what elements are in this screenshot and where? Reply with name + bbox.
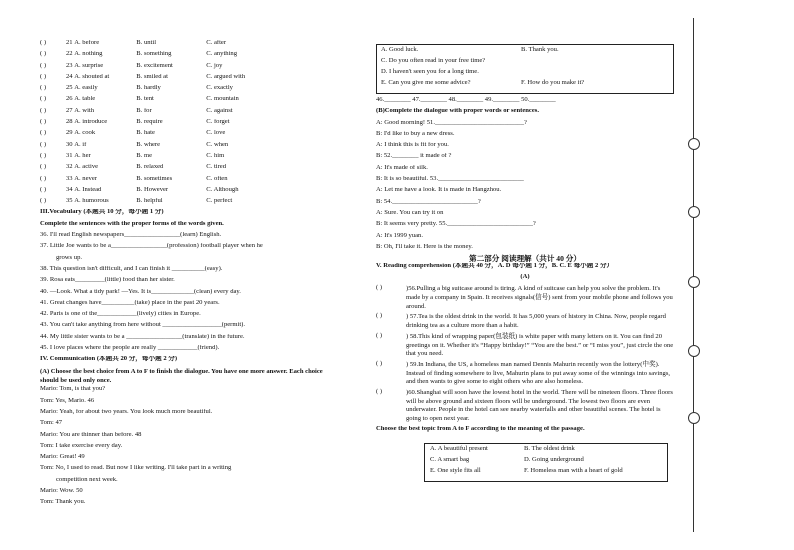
cloze-number: 22 xyxy=(66,51,73,58)
option-b: B. something xyxy=(136,51,172,58)
partB-line: A: Good morning! 51.___________________________? xyxy=(376,119,527,126)
topic-right: F. Homeless man with a heart of gold xyxy=(524,467,623,475)
option-row xyxy=(381,80,669,91)
option-a: A. before xyxy=(74,40,100,46)
reading-text xyxy=(406,313,674,330)
option-c: C. when xyxy=(206,141,229,148)
topic-left: E. One style fits all xyxy=(430,467,481,475)
cloze-paren: ( ) xyxy=(40,164,47,171)
option-c: C. anything xyxy=(206,51,238,58)
cloze-paren: ( ) xyxy=(40,141,47,148)
option-b: B. sometimes xyxy=(136,175,173,182)
cloze-row xyxy=(40,51,330,62)
reading-items xyxy=(376,285,674,424)
option-b: B. until xyxy=(136,40,157,46)
partB-line: A: I think this is fit for you. xyxy=(376,142,449,149)
option-a: A. easily xyxy=(74,85,98,92)
comm-partA-instruction: (A) Choose the best choice from A to F to finish the dialogue. You have one more answer. Each choice should be used only once. xyxy=(40,367,323,384)
option-a: A. her xyxy=(74,152,91,159)
binding-hole xyxy=(688,138,700,150)
binding-hole xyxy=(688,345,700,357)
reading-item xyxy=(376,361,674,387)
option-c: C. forget xyxy=(206,119,230,126)
option-a: A. cook xyxy=(74,130,96,137)
cloze-number: 30 xyxy=(66,141,73,148)
dialogue-line: Tom: 47 xyxy=(40,420,63,427)
cloze-row xyxy=(40,85,330,96)
dialogue-line: Tom: I take exercise every day. xyxy=(40,442,123,449)
partB-line: A: Let me have a look. It is made in Hangzhou. xyxy=(376,187,502,194)
right-column xyxy=(376,44,674,482)
cloze-row xyxy=(40,119,330,130)
option-b: B. tent xyxy=(136,96,154,103)
reading-body: This kind of wrapping paper(包装纸) is white paper with many letters on it. You can find 20 greetings on it. Whether it's “Happy birthday!” “You are the best.” or “I miss you”, just circle the one that you need. xyxy=(406,332,674,358)
comm-title: IV. Communication (本题共 20 分，每小题 2 分) xyxy=(40,356,178,363)
option-a: A. active xyxy=(74,164,99,171)
option-c: C. often xyxy=(206,175,228,182)
option-c: C. him xyxy=(206,152,225,159)
partB-line: B: It seems very pretty. 55.__________________________? xyxy=(376,221,536,228)
vocab-item: 40. —Look. What a tidy park! —Yes. It is_____________(clean) every day. xyxy=(40,288,241,295)
cloze-paren: ( ) xyxy=(40,186,47,193)
cloze-row xyxy=(40,153,330,164)
cloze-number: 21 xyxy=(66,40,73,46)
partB-title: (B)Complete the dialogue with proper words or sentences. xyxy=(376,108,540,115)
topic-row xyxy=(430,468,662,479)
reading-choose: Choose the best topic from A to F according to the meaning of the passage. xyxy=(376,425,585,432)
cloze-number: 24 xyxy=(66,73,73,80)
option-b: B. me xyxy=(136,152,153,159)
vocab-instruction: Complete the sentences with the proper forms of the words given. xyxy=(40,220,224,227)
cloze-paren: ( ) xyxy=(40,119,47,126)
cloze-number: 28 xyxy=(66,119,73,126)
reading-paren: ( ) xyxy=(376,284,383,292)
topic-left: C. A smart bag xyxy=(430,456,470,464)
cloze-paren: ( ) xyxy=(40,175,47,182)
cloze-number: 27 xyxy=(66,107,73,114)
option-a: A. Instead xyxy=(74,186,102,193)
dialogue-line: Tom: No, I used to read. But now I like writing. I'll take part in a writing xyxy=(40,465,232,472)
vocab-item: 44. My little sister wants to be a _________________(translate) in the future. xyxy=(40,333,245,340)
partB-line: B: It is so beautiful. 53.__________________________ xyxy=(376,176,524,183)
option-left: A. Good luck. xyxy=(381,46,419,53)
option-c: C. joy xyxy=(206,62,223,69)
cloze-row xyxy=(40,63,330,74)
cloze-number: 26 xyxy=(66,96,73,103)
reading-paren: ( ) xyxy=(376,388,383,396)
cloze-number: 35 xyxy=(66,198,73,205)
cloze-paren: ( ) xyxy=(40,152,47,159)
dialogue-line: Tom: Yes, Mario. 46 xyxy=(40,397,95,404)
option-b: B. helpful xyxy=(136,198,163,205)
reading-item xyxy=(376,333,674,359)
cloze-number: 31 xyxy=(66,152,73,159)
dialogue-line: Mario: Wow. 50 xyxy=(40,488,83,495)
reading-number: ) 58. xyxy=(406,332,419,340)
dialogue-line: Mario: Yeah, for about two years. You look much more beautiful. xyxy=(40,408,213,415)
option-b: B. excitement xyxy=(136,62,173,69)
partB-line: A: It's 1999 yuan. xyxy=(376,232,423,239)
reading-body: In Indiana, the US, a homeless man named Dennis Mahurin recently won the lottery(中奖). Instead of finding somewhere to live, Mahurin plans to put away some of the winnings into savings, and then wants to give some to eight others who are also homeless. xyxy=(406,360,671,386)
partB-line: B: 54.__________________________? xyxy=(376,198,481,205)
vocab-item: 41. Great changes have__________(take) place in the past 20 years. xyxy=(40,299,220,306)
part2-heading: 第二部分 阅读理解（共计 40 分） xyxy=(468,254,581,264)
topic-right: D. Going underground xyxy=(524,456,584,464)
partB-line: B: 52.________ it made of ? xyxy=(376,153,452,160)
cloze-number: 34 xyxy=(66,186,73,193)
cloze-paren: ( ) xyxy=(40,107,47,114)
option-c: C. Although xyxy=(206,186,239,193)
vocab-items xyxy=(40,232,330,356)
cloze-paren: ( ) xyxy=(40,85,47,92)
cloze-row xyxy=(40,176,330,187)
partB-line: A: Sure. You can try it on xyxy=(376,209,444,216)
dialogue-line: Mario: You are thinner than before. 48 xyxy=(40,431,142,438)
vocab-item: 45. I love places where the people are really ____________(friend). xyxy=(40,345,220,352)
option-a: A. nothing xyxy=(74,51,103,58)
reading-number: ) 57. xyxy=(406,313,419,321)
option-c: C. after xyxy=(206,40,227,46)
option-a: A. never xyxy=(74,175,97,182)
option-c: C. argued with xyxy=(206,73,246,80)
option-a: A. table xyxy=(74,96,96,103)
reading-text xyxy=(406,285,674,311)
reading-title: V. Reading comprehension (本题共 40 分，A. D 每小题 1 分，B. C. E 每小题 2 分） xyxy=(376,262,614,269)
partB-line: B: Oh, I'll take it. Here is the money. xyxy=(376,243,473,250)
partB-dialogue xyxy=(376,120,674,256)
partB-line: A: It's made of silk. xyxy=(376,164,428,171)
option-a: A. shouted at xyxy=(74,73,110,80)
option-right: B. Thank you. xyxy=(521,46,559,53)
option-a: A. introduce xyxy=(74,119,108,126)
binding-hole xyxy=(688,206,700,218)
cloze-number: 29 xyxy=(66,130,73,137)
vocab-item: grows up. xyxy=(56,254,83,261)
cloze-row xyxy=(40,74,330,85)
option-b: B. smiled at xyxy=(136,73,168,80)
cloze-paren: ( ) xyxy=(40,130,47,137)
option-c: C. love xyxy=(206,130,226,137)
dialogue-options-box xyxy=(376,44,674,94)
cloze-row xyxy=(40,130,330,141)
binding-hole xyxy=(688,412,700,424)
cloze-number: 32 xyxy=(66,164,73,171)
cloze-row xyxy=(40,40,330,51)
reading-item xyxy=(376,313,674,330)
vocab-title: III.Vocabulary (本题共 10 分，每小题 1 分) xyxy=(40,209,164,216)
cloze-number: 33 xyxy=(66,175,73,182)
reading-item xyxy=(376,389,674,424)
dialogue-line: Mario: Tom, is that you? xyxy=(40,386,106,393)
cloze-paren: ( ) xyxy=(40,62,47,69)
dialogue-line: Tom: Thank you. xyxy=(40,499,86,506)
cloze-paren: ( ) xyxy=(40,198,47,205)
reading-text xyxy=(406,389,674,424)
binding-line xyxy=(693,18,694,532)
cloze-options xyxy=(40,40,330,209)
option-b: B. for xyxy=(136,107,152,114)
reading-paren: ( ) xyxy=(376,331,383,339)
vocab-item: 39. Rosa eats_________(little) food than her sister. xyxy=(40,277,175,284)
topic-left: A. A beautiful present xyxy=(430,445,488,453)
reading-number: )56. xyxy=(406,285,417,293)
reading-body: Pulling a big suitcase around is tiring. A kind of suitcase can help you solve the problem. It's made by a company in Spain. It receives signals(信号) sent from your mobile phone and follows you around. xyxy=(406,285,673,310)
vocab-item: 36. I'll read English newspapers_________________(learn) English. xyxy=(40,232,222,239)
option-a: A. if xyxy=(74,141,87,148)
reading-paren: ( ) xyxy=(376,312,383,320)
option-b: B. require xyxy=(136,119,163,126)
cloze-row xyxy=(40,164,330,175)
reading-number: )60. xyxy=(406,389,417,397)
option-c: C. mountain xyxy=(206,96,239,103)
vocab-item: 43. You can't take anything from here without __________________(permit). xyxy=(40,322,246,329)
option-left: E. Can you give me some advice? xyxy=(381,79,471,86)
cloze-row xyxy=(40,142,330,153)
cloze-row xyxy=(40,187,330,198)
cloze-row xyxy=(40,96,330,107)
reading-text xyxy=(406,361,674,387)
reading-item xyxy=(376,285,674,311)
cloze-row xyxy=(40,108,330,119)
option-b: B. where xyxy=(136,141,161,148)
option-c: C. against xyxy=(206,107,233,114)
reading-number: ) 59. xyxy=(406,360,419,368)
option-a: A. with xyxy=(74,107,95,114)
reading-body: Tea is the oldest drink in the world. It has 5,000 years of history in China. Now, people regard drinking tea as a culture more than a habit. xyxy=(406,313,666,330)
dialogue xyxy=(40,386,330,510)
cloze-number: 25 xyxy=(66,85,73,92)
cloze-paren: ( ) xyxy=(40,96,47,103)
option-right: F. How do you make it? xyxy=(521,79,585,86)
dialogue-line: Mario: Great! 49 xyxy=(40,454,85,461)
topic-right: B. The oldest drink xyxy=(524,445,575,453)
option-b: B. hate xyxy=(136,130,155,137)
vocab-item: 42. Paris is one of the____________(lively) cities in Europe. xyxy=(40,311,201,318)
vocab-item: 38. This question isn't difficult, and I can finish it __________(easy). xyxy=(40,265,223,272)
option-c: C. tired xyxy=(206,164,227,171)
option-c: C. exactly xyxy=(206,85,233,92)
cloze-paren: ( ) xyxy=(40,73,47,80)
option-c: C. perfect xyxy=(206,198,233,205)
option-left: C. Do you often read in your free time? xyxy=(381,57,486,64)
binding-margin xyxy=(684,0,704,550)
cloze-number: 23 xyxy=(66,62,73,69)
option-a: A. surprise xyxy=(74,62,104,69)
left-column xyxy=(40,40,330,511)
binding-hole xyxy=(688,276,700,288)
option-b: B. hardly xyxy=(136,85,161,92)
option-b: B. relaxed xyxy=(136,164,164,171)
cloze-paren: ( ) xyxy=(40,51,47,58)
answer-line: 46.________ 47.________ 48.________ 49.________ 50.________ xyxy=(376,97,556,103)
option-left: D. I haven't seen you for a long time. xyxy=(381,68,479,75)
vocab-item: 37. Little Joe wants to be a_________________(profession) football player when he xyxy=(40,243,263,250)
cloze-paren: ( ) xyxy=(40,40,47,46)
reading-body: Shanghai will soon have the lowest hotel in the world. There will be nineteen floors. Three floors will be above ground and sixteen floors will be underground. The lowest two floors are even underwater. People in the hotel can see nearby waterfalls and other beautiful scenes. The hotel is going to open next year. xyxy=(406,389,673,423)
reading-text xyxy=(406,333,674,359)
reading-sub: (A) xyxy=(520,274,530,281)
cloze-row xyxy=(40,198,330,209)
partB-line: B: I'd like to buy a new dress. xyxy=(376,130,455,137)
dialogue-line: competition next week. xyxy=(56,476,118,483)
topic-options-box xyxy=(424,443,668,482)
option-a: A. humorous xyxy=(74,198,109,205)
reading-paren: ( ) xyxy=(376,359,383,367)
option-b: B. However xyxy=(136,186,169,193)
